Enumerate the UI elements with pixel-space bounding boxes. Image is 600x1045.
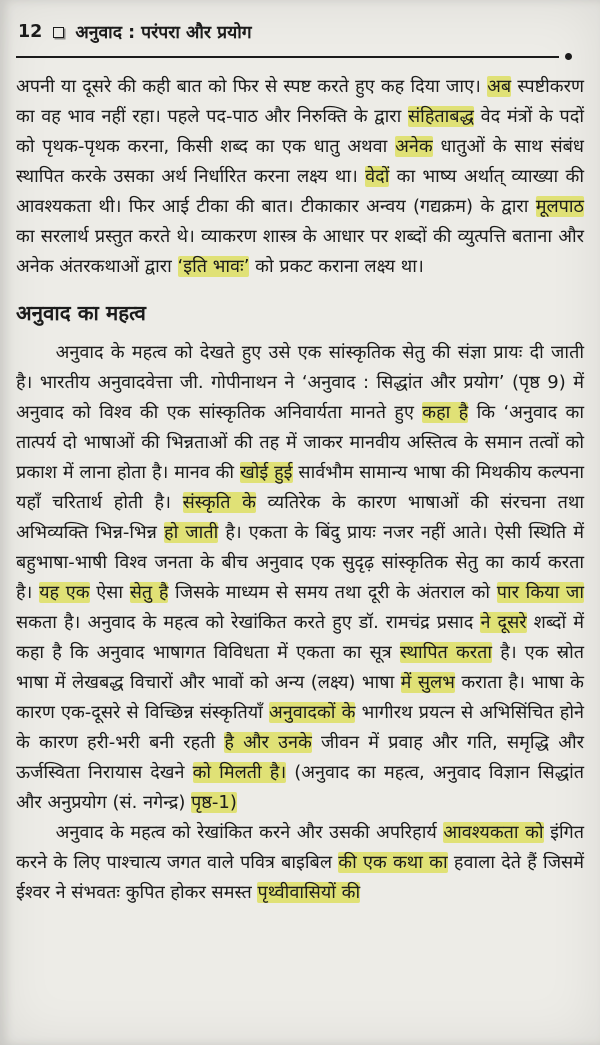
highlighted-text: खोई हुई: [240, 462, 293, 483]
header-rule: [16, 53, 572, 60]
text-segment: वेद मंत्रों के पदों को पृथक-पृथक करना, किसी शब्द का एक धातु अथवा: [16, 106, 584, 157]
text-segment: शब्दों में कहा है कि अनुवाद भाषागत विविधता में एकता का सूत्र: [16, 612, 584, 663]
text-segment: कि ‘अनुवाद का तात्पर्य दो भाषाओं की भिन्नताओं की तह में जाकर मानवीय अस्तित्व के समान तत्वों को प्रकाश में लाना होता है। मानव की: [16, 402, 584, 483]
highlighted-text: हो जाती: [164, 522, 219, 543]
highlighted-text: यह एक: [39, 582, 90, 603]
highlighted-text: आवश्यकता को: [443, 822, 544, 843]
highlighted-text: पृथ्वीवासियों की: [257, 882, 361, 903]
highlighted-text: सेतु है: [129, 582, 169, 603]
text-segment: का भाष्य अर्थात् व्याख्या की आवश्यकता थी। फिर आई टीका की बात। टीकाकार अन्वय (गद्यक्रम) के द्वारा: [16, 166, 584, 217]
text-segment: है। एक स्रोत भाषा में लेखबद्ध विचारों और भावों को अन्य (लक्ष्य) भाषा: [16, 642, 585, 693]
highlighted-text: मूलपाठ: [535, 196, 584, 217]
text-segment: (अनुवाद का महत्व, अनुवाद विज्ञान सिद्धांत और अनुप्रयोग (सं. नगेन्द्र): [16, 762, 584, 813]
text-segment: व्यतिरेक के कारण भाषाओं की संरचना तथा अभिव्यक्ति भिन्न-भिन्न: [16, 492, 584, 543]
text-segment: जिसके माध्यम से समय तथा दूरी के अंतराल को: [168, 582, 497, 603]
text-segment: को प्रकट कराना लक्ष्य था।: [249, 256, 424, 277]
paragraph: [16, 338, 584, 818]
open-square-icon: [53, 27, 64, 38]
rule-dot-icon: [565, 53, 572, 60]
text-segment: स्पष्टीकरण का वह भाव नहीं रहा। पहले पद-पाठ और निरुक्ति के द्वारा: [16, 76, 584, 127]
text-segment: ऐसा: [89, 582, 130, 603]
highlighted-text: पृष्ठ-1): [191, 792, 237, 813]
text-segment: अनुवाद के महत्व को देखते हुए उसे एक सांस्कृतिक सेतु की संज्ञा प्रायः दी जाती है। भारतीय अनुवादवेत्ता जी. गोपीनाथन ने ‘अनुवाद : सिद्धांत और प्रयोग’ (पृष्ठ 9) में अनुवाद को विश्व की एक सांस्कृतिक अनिवार्यता मानते हुए: [16, 342, 584, 423]
highlighted-text: है और उनके: [224, 732, 312, 753]
text-segment: अनुवाद के महत्व को रेखांकित करने और उसकी अपरिहार्य: [55, 822, 444, 843]
highlighted-text: पार किया जा: [496, 582, 584, 603]
highlighted-text: की एक कथा का: [338, 852, 448, 873]
highlighted-text: संहिताबद्ध: [407, 106, 474, 127]
page-header: [16, 20, 584, 44]
text-segment: जीवन में प्रवाह और गति, समृद्धि और ऊर्जस्विता निरायास देखने: [16, 732, 584, 783]
text-segment: कराता है। भाषा के कारण एक-दूसरे से विच्छिन्न संस्कृतियाँ: [16, 672, 584, 723]
text-segment: का सरलार्थ प्रस्तुत करते थे। व्याकरण शास्त्र के आधार पर शब्दों की व्युत्पत्ति बताना और अनेक अंतरकथाओं द्वारा: [16, 226, 584, 277]
highlighted-text: कहा है: [422, 402, 469, 423]
highlighted-text: वेदों: [365, 166, 390, 187]
text-segment: सकता है। अनुवाद के महत्व को रेखांकित करते हुए डॉ. रामचंद्र प्रसाद: [16, 612, 481, 633]
highlighted-text: ने दूसरे: [480, 612, 527, 633]
highlighted-text: को मिलती है।: [192, 762, 287, 783]
page-body: [16, 72, 584, 908]
paragraph: [16, 72, 584, 282]
highlighted-text: स्थापित करता: [399, 642, 493, 663]
highlighted-text: अनेक: [395, 136, 433, 157]
text-segment: धातुओं के साथ संबंध स्थापित करके उसका अर्थ निर्धारित करना लक्ष्य था।: [16, 136, 584, 187]
page-number: 12: [18, 22, 43, 42]
highlighted-text: अनुवादकों के: [269, 702, 356, 723]
highlighted-text: अब: [487, 76, 512, 97]
text-segment: सार्वभौम सामान्य भाषा की मिथकीय कल्पना यहाँ चरितार्थ होती है।: [16, 462, 585, 513]
text-segment: अपनी या दूसरे की कही बात को फिर से स्पष्ट करते हुए कह दिया जाए।: [16, 76, 488, 97]
paragraph: [16, 818, 584, 908]
section-heading: अनुवाद का महत्व: [16, 301, 146, 325]
rule-line: [16, 56, 559, 58]
text-segment: है। एकता के बिंदु प्रायः नजर नहीं आते। ऐसी स्थिति में बहुभाषा-भाषी विश्व जनता के बीच अनुवाद एक सुदृढ़ सांस्कृतिक सेतु का कार्य करता है।: [16, 522, 584, 603]
highlighted-text: संस्कृति के: [182, 492, 256, 513]
text-segment: भागीरथ प्रयत्न से अभिसिंचित होने के कारण हरी-भरी बनी रहती: [16, 702, 584, 753]
highlighted-text: ‘इति भावः’: [177, 256, 250, 277]
running-title: अनुवाद : परंपरा और प्रयोग: [75, 23, 252, 43]
text-segment: हवाला देते हैं जिसमें ईश्वर ने संभवतः कुपित होकर समस्त: [16, 852, 584, 903]
text-segment: इंगित करने के लिए पाश्चात्य जगत वाले पवित्र बाइबिल: [16, 822, 584, 873]
highlighted-text: में सुलभ: [400, 672, 455, 693]
